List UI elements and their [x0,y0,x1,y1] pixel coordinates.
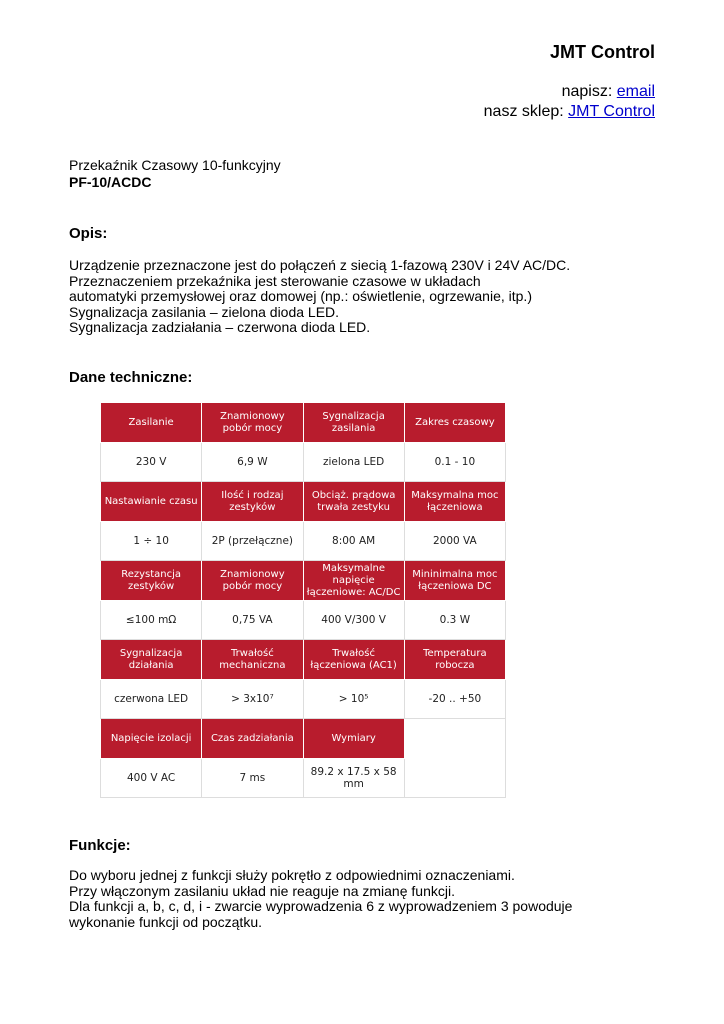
table-header-cell: Wymiary [303,719,404,759]
table-header-cell: Maksymalne napięcie łączeniowe: AC/DC [303,561,404,601]
table-header-row [101,482,506,522]
table-header-cell: Napięcie izolacji [101,719,202,759]
description-line: automatyki przemysłowej oraz domowej (np.: oświetlenie, ogrzewanie, itp.) [69,288,532,304]
table-value-cell: czerwona LED [101,680,202,719]
table-header-cell: Zasilanie [101,403,202,443]
email-link[interactable]: email [616,83,655,100]
table-empty-cell [404,719,505,798]
product-block [69,157,281,191]
product-name: Przekaźnik Czasowy 10-funkcyjny [69,157,281,173]
description-line: Przeznaczeniem przekaźnika jest sterowanie czasowe w układach [69,272,481,289]
table-header-cell: Trwałość łączeniowa (AC1) [303,640,404,680]
table-value-cell: 400 V AC [101,759,202,798]
table-value-row [101,601,506,640]
shop-link[interactable]: JMT Control [568,103,655,120]
description-text [69,258,570,336]
table-value-cell: 89.2 x 17.5 x 58 mm [303,759,404,798]
table-value-cell: ≤100 mΩ [101,601,202,640]
functions-heading: Funkcje: [69,837,131,854]
table-value-cell: 6,9 W [202,443,303,482]
table-header-cell: Znamionowy pobór mocy [202,403,303,443]
shop-prefix: nasz sklep: [483,103,564,120]
table-value-cell: 400 V/300 V [303,601,404,640]
table-header-row [101,403,506,443]
technical-data-table [100,402,506,798]
table-value-cell: 8:00 AM [303,522,404,561]
table-header-cell: Ilość i rodzaj zestyków [202,482,303,522]
table-header-cell: Temperatura robocza [404,640,505,680]
table-value-cell: 0,75 VA [202,601,303,640]
page-header [484,41,655,122]
table-header-cell: Obciąż. prądowa trwała zestyku [303,482,404,522]
functions-line: Przy włączonym zasilaniu układ nie reaguje na zmianę funkcji. [69,882,455,899]
table-value-cell: 2P (przełączne) [202,522,303,561]
description-heading: Opis: [69,225,108,242]
description-line: Urządzenie przeznaczone jest do połączeń z siecią 1-fazową 230V i 24V AC/DC. [69,257,571,273]
contact-block [484,82,655,122]
shop-line [484,102,655,122]
table-header-cell: Sygnalizacja zasilania [303,403,404,443]
table-value-row [101,680,506,719]
table-value-cell: 2000 VA [404,522,505,561]
table-header-cell: Trwałość mechaniczna [202,640,303,680]
table-header-cell: Czas zadziałania [202,719,303,759]
table-header-row [101,640,506,680]
table-value-cell: 7 ms [202,759,303,798]
table-value-cell: -20 .. +50 [404,680,505,719]
product-code: PF-10/ACDC [69,174,152,190]
table-value-cell: zielona LED [303,443,404,482]
table-header-cell: Sygnalizacja działania [101,640,202,680]
email-prefix: napisz: [561,83,613,100]
functions-line: Dla funkcji a, b, c, d, i - zwarcie wyprowadzenia 6 z wyprowadzeniem 3 powoduje [69,898,573,914]
table-value-cell: 1 ÷ 10 [101,522,202,561]
table-header-cell: Rezystancja zestyków [101,561,202,601]
brand-title: JMT Control [550,42,655,62]
table-header-row [101,561,506,601]
technical-heading: Dane techniczne: [69,369,193,386]
functions-text [69,868,572,930]
table-value-row [101,443,506,482]
table-value-cell: > 3x10⁷ [202,680,303,719]
table-value-cell: > 10⁵ [303,680,404,719]
description-line: Sygnalizacja zadziałania – czerwona dioda LED. [69,319,371,335]
table-header-cell: Znamionowy pobór mocy [202,561,303,601]
table-header-cell: Nastawianie czasu [101,482,202,522]
table-value-cell: 0.1 - 10 [404,443,505,482]
table-header-cell: Zakres czasowy [404,403,505,443]
table-header-cell: Maksymalna moc łączeniowa [404,482,505,522]
table-header-cell: Mininimalna moc łączeniowa DC [404,561,505,601]
email-line [484,82,655,102]
table-value-cell: 0.3 W [404,601,505,640]
description-line: Sygnalizacja zasilania – zielona dioda LED. [69,303,340,320]
table-value-cell: 230 V [101,443,202,482]
functions-line: wykonanie funkcji od początku. [69,913,262,930]
table-value-row [101,522,506,561]
functions-line: Do wyboru jednej z funkcji służy pokrętło z odpowiednimi oznaczeniami. [69,867,515,883]
table-header-row [101,719,506,759]
